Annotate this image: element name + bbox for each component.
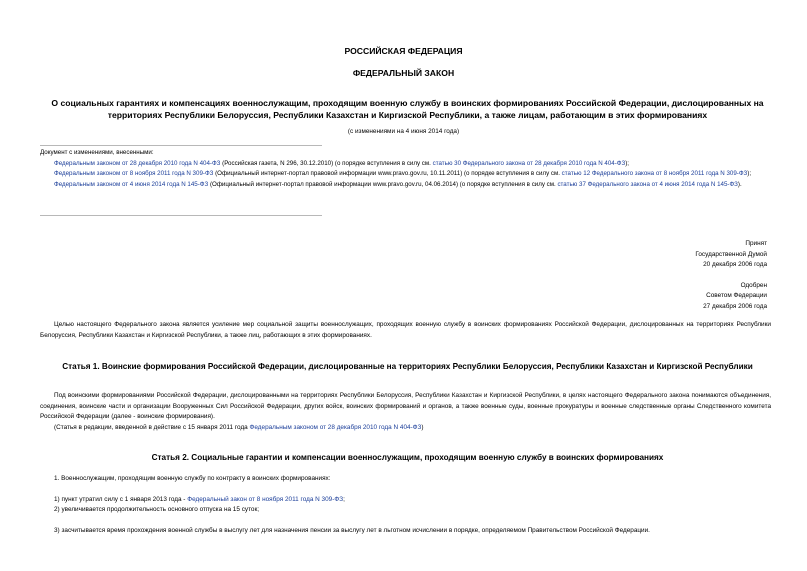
law-title: О социальных гарантиях и компенсациях военнослужащим, проходящим военную службу в воинских формированиях Российской Федерации, дислоцированных на территориях Республики Белоруссия, Республики Казахстан и Киргизской Республики, а также лицам, работающим в этих формированиях bbox=[51, 98, 764, 120]
note-prefix: (Статья в редакции, введенной в действие с 15 января 2011 года bbox=[54, 423, 250, 431]
article-2-p1: 1. Военнослужащим, проходящим военную службу по контракту в воинских формированиях: bbox=[54, 475, 331, 482]
change-end: ). bbox=[737, 180, 742, 188]
approved-label: Одобрен bbox=[740, 281, 767, 289]
change-text: (Официальный интернет-портал правовой информации www.pravo.gov.ru, 10.11.2011) (о порядке вступления в силу см. bbox=[213, 170, 562, 177]
approved-by: Советом Федерации bbox=[706, 292, 767, 299]
change-item-2 bbox=[40, 169, 775, 180]
change-end: ); bbox=[747, 170, 752, 177]
approved-date: 27 декабря 2006 года bbox=[703, 302, 767, 310]
article-2-p2 bbox=[40, 495, 771, 506]
change-text: (Официальный интернет-портал правовой информации www.pravo.gov.ru, 04.06.2014) (о порядке вступления в силу см. bbox=[208, 180, 558, 188]
p2-prefix: 1) пункт утратил силу с 1 января 2013 года - bbox=[54, 495, 188, 503]
change-end: ); bbox=[625, 159, 630, 167]
article-1-body bbox=[40, 391, 771, 433]
adopted-label: Принят bbox=[745, 240, 767, 247]
changes-intro: Документ с изменениями, внесенными: bbox=[40, 149, 154, 156]
adoption-block bbox=[567, 239, 767, 312]
article-2-p4: 3) засчитывается время прохождения военной службы в выслугу лет для назначения пенсии за выслугу лет в льготном исчислении в порядке, определяемом Правительством Российской Федерации. bbox=[54, 526, 650, 534]
change-article-link-309[interactable]: статью 12 Федерального закона от 8 ноября 2011 года N 309-ФЗ bbox=[561, 170, 748, 177]
change-item-1 bbox=[40, 159, 775, 170]
article-2-p2-link[interactable]: Федеральный закон от 8 ноября 2011 года N 309-ФЗ bbox=[187, 495, 344, 503]
change-link-145[interactable]: Федеральным законом от 4 июня 2014 года N 145-ФЗ bbox=[54, 180, 209, 188]
article-1-note-link[interactable]: Федеральным законом от 28 декабря 2010 года N 404-ФЗ bbox=[249, 423, 422, 431]
change-text: (Российская газета, N 296, 30.12.2010) (о порядке вступления в силу см. bbox=[220, 159, 433, 167]
article-2-p3: 2) увеличивается продолжительность основного отпуска на 15 суток; bbox=[54, 506, 260, 513]
article-2-body bbox=[40, 474, 771, 536]
adopted-by: Государственной Думой bbox=[695, 250, 767, 258]
preamble-text: Целью настоящего Федерального закона является усиление мер социальной защиты военнослужащих, проходящих военную службу в воинских формированиях Российской Федерации, дислоцированных на территориях Республики Белоруссия, Республики Казахстан и Киргизской Республики, а также лиц, работающих в этих формированиях. bbox=[40, 321, 771, 339]
change-article-link-404[interactable]: статью 30 Федерального закона от 28 декабря 2010 года N 404-ФЗ bbox=[432, 159, 626, 167]
change-link-309[interactable]: Федеральным законом от 8 ноября 2011 года N 309-ФЗ bbox=[54, 170, 214, 177]
changes-block bbox=[40, 148, 775, 190]
edition-note: (с изменениями на 4 июня 2014 года) bbox=[347, 128, 460, 135]
change-item-3 bbox=[40, 180, 775, 191]
changes-bottom-rule bbox=[40, 215, 322, 216]
article-1-note bbox=[40, 423, 771, 434]
changes-top-rule bbox=[40, 145, 322, 146]
preamble bbox=[40, 320, 771, 341]
article-2-heading: Статья 2. Социальные гарантии и компенсации военнослужащим, проходящим военную службу в воинских формированиях bbox=[151, 453, 664, 462]
country-heading: РОССИЙСКАЯ ФЕДЕРАЦИЯ bbox=[344, 46, 463, 56]
p2-suffix: ; bbox=[343, 495, 345, 503]
change-article-link-145[interactable]: статью 37 Федерального закона от 4 июня 2014 года N 145-ФЗ bbox=[557, 180, 738, 188]
change-link-404[interactable]: Федеральным законом от 28 декабря 2010 года N 404-ФЗ bbox=[54, 159, 221, 167]
note-suffix: ) bbox=[421, 423, 424, 431]
law-type-heading: ФЕДЕРАЛЬНЫЙ ЗАКОН bbox=[352, 68, 455, 78]
adopted-date: 20 декабря 2006 года bbox=[703, 261, 767, 268]
article-1-text: Под воинскими формированиями Российской Федерации, дислоцированными на территориях Республики Белоруссия, Республики Казахстан и Киргизской Республики, в целях настоящего Федерального закона понимаются объединения, соединения, воинские части и организации Вооруженных Сил Российской Федерации, других войск, воинских формирований и органов, а также военные суды, военные прокуратуры и военные следственные органы Следственного комитета Российской Федерации (далее - воинские формирования). bbox=[40, 392, 771, 420]
article-1-heading: Статья 1. Воинские формирования Российской Федерации, дислоцированные на территориях Республики Белоруссия, Республики Казахстан и Киргизской Республики bbox=[62, 362, 753, 371]
